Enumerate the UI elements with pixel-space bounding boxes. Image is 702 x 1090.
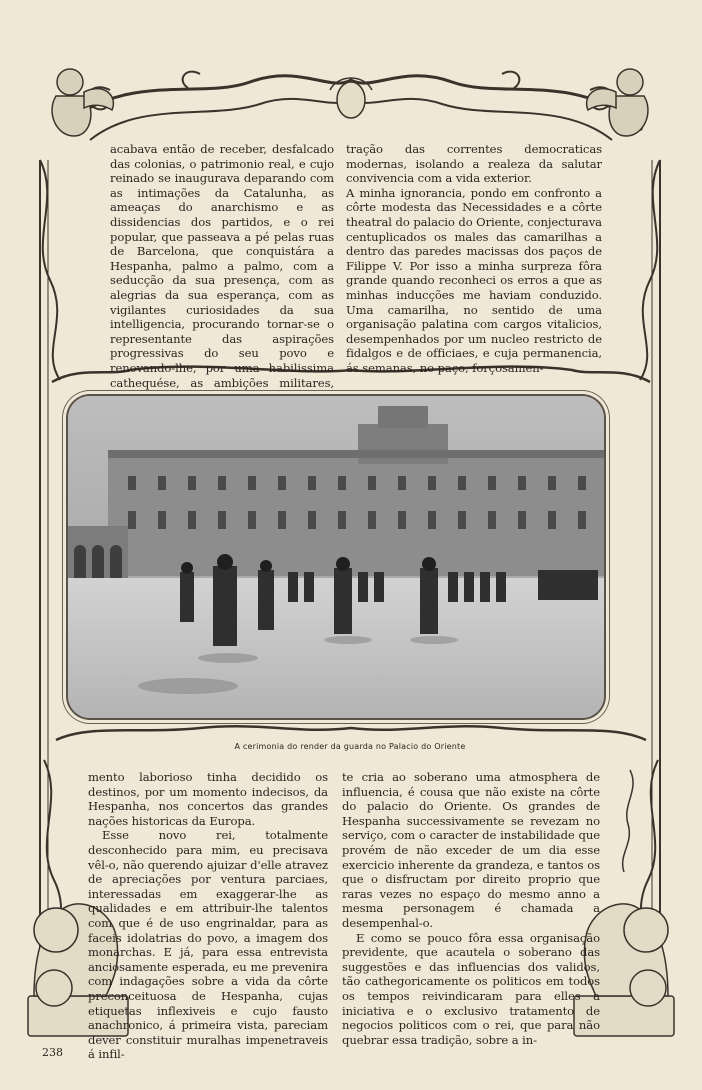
text-column-bottom-left [88, 770, 328, 1062]
paragraph: Esse novo rei, totalmente desconhecido para mim, eu precisava vêl-o, não querendo ajuizar d'elle atravez de apreciações por ventura parciaes, interessadas em exaggerar-lhe as qualidades e em attribuir-lhe talentos com que é de uso engrinaldar, para as faceis idolatrias do povo, a imagem dos monarchas. E já, para essa entrevista anciosamente esperada, eu me prevenira com indagações sobre a vida da côrte preconceituosa de Hespanha, cujas etiquetas inflexiveis e cujo fausto anachronico, á primeira vista, pareciam dever constituir muralhas impenetraveis á infil- [88, 828, 328, 1062]
text-column-top-right [346, 142, 602, 376]
paragraph: E como se pouco fôra essa organisação previdente, que acautela o soberano das suggestões e das influencias dos validos, tão cathegoricamente os politicos em todos os tempos reivindicaram para elles a iniciativa e o exclusivo tratamento de negocios politicos com o rei, que para não quebrar essa tradição, sobre a in- [342, 930, 600, 1047]
text-column-top-left [110, 142, 334, 419]
paragraph: tração das correntes democraticas modernas, isolando a realeza da salutar convivencia com a vida exterior. [346, 142, 602, 186]
royal-palace-guard-ceremony-illustration [68, 396, 604, 718]
page-number: 238 [42, 1046, 63, 1059]
text-column-bottom-right [342, 770, 600, 1047]
paragraph: acabava então de receber, desfalcado das colonias, o patrimonio real, e cujo reinado se inaugurava deparando com as intimações da Catalunha, as ameaças do anarchismo e as dissidencias dos partidos, e o rei popular, que passeava a pé pelas ruas de Barcelona, que conquistára a Hespanha, palmo a palmo, com a seducção da sua presença, com as alegrias da sua esperança, com as vigilantes curiosidades da sua intelligencia, procurando tornar-se o representante das aspirações progressivas do seu povo e renovando-lhe, por uma habilissima cathequése, as ambições militares, [110, 142, 334, 390]
paragraph: te cria ao soberano uma atmosphera de influencia, é cousa que não existe na côrte do palacio do Oriente. Os grandes de Hespanha successivamente se revezam no serviço, com o caracter de instabilidade que provém de não exceder de um dia esse exercicio inherente da grandeza, e tantos os que o disfructam por direito proprio que raras vezes no espaço do mesmo anno a mesma personagem é chamada a desempenhal-o. [342, 770, 600, 930]
palace-photo [68, 396, 604, 718]
paragraph: mento laborioso tinha decidido os destinos, por um momento indecisos, da Hespanha, nos concertos das grandes nações historicas da Europa. [88, 770, 328, 828]
photo-caption: A cerimonia do render da guarda no Palacio do Oriente [234, 742, 466, 751]
paragraph: A minha ignorancia, pondo em confronto a côrte modesta das Necessidades e a côrte theatral do palacio do Oriente, conjecturava centuplicados os males das camarilhas a dentro das paredes macissas dos paços de Filippe V. Por isso a minha surpreza fôra grande quando reconheci os erros a que as minhas inducções me haviam conduzido. Uma camarilha, no sentido de uma organisação palatina com cargos vitalicios, desempenhados por um nucleo restricto de fidalgos e de officiaes, e cuja permanencia, ás semanas, no paço, forçosamen- [346, 185, 602, 375]
